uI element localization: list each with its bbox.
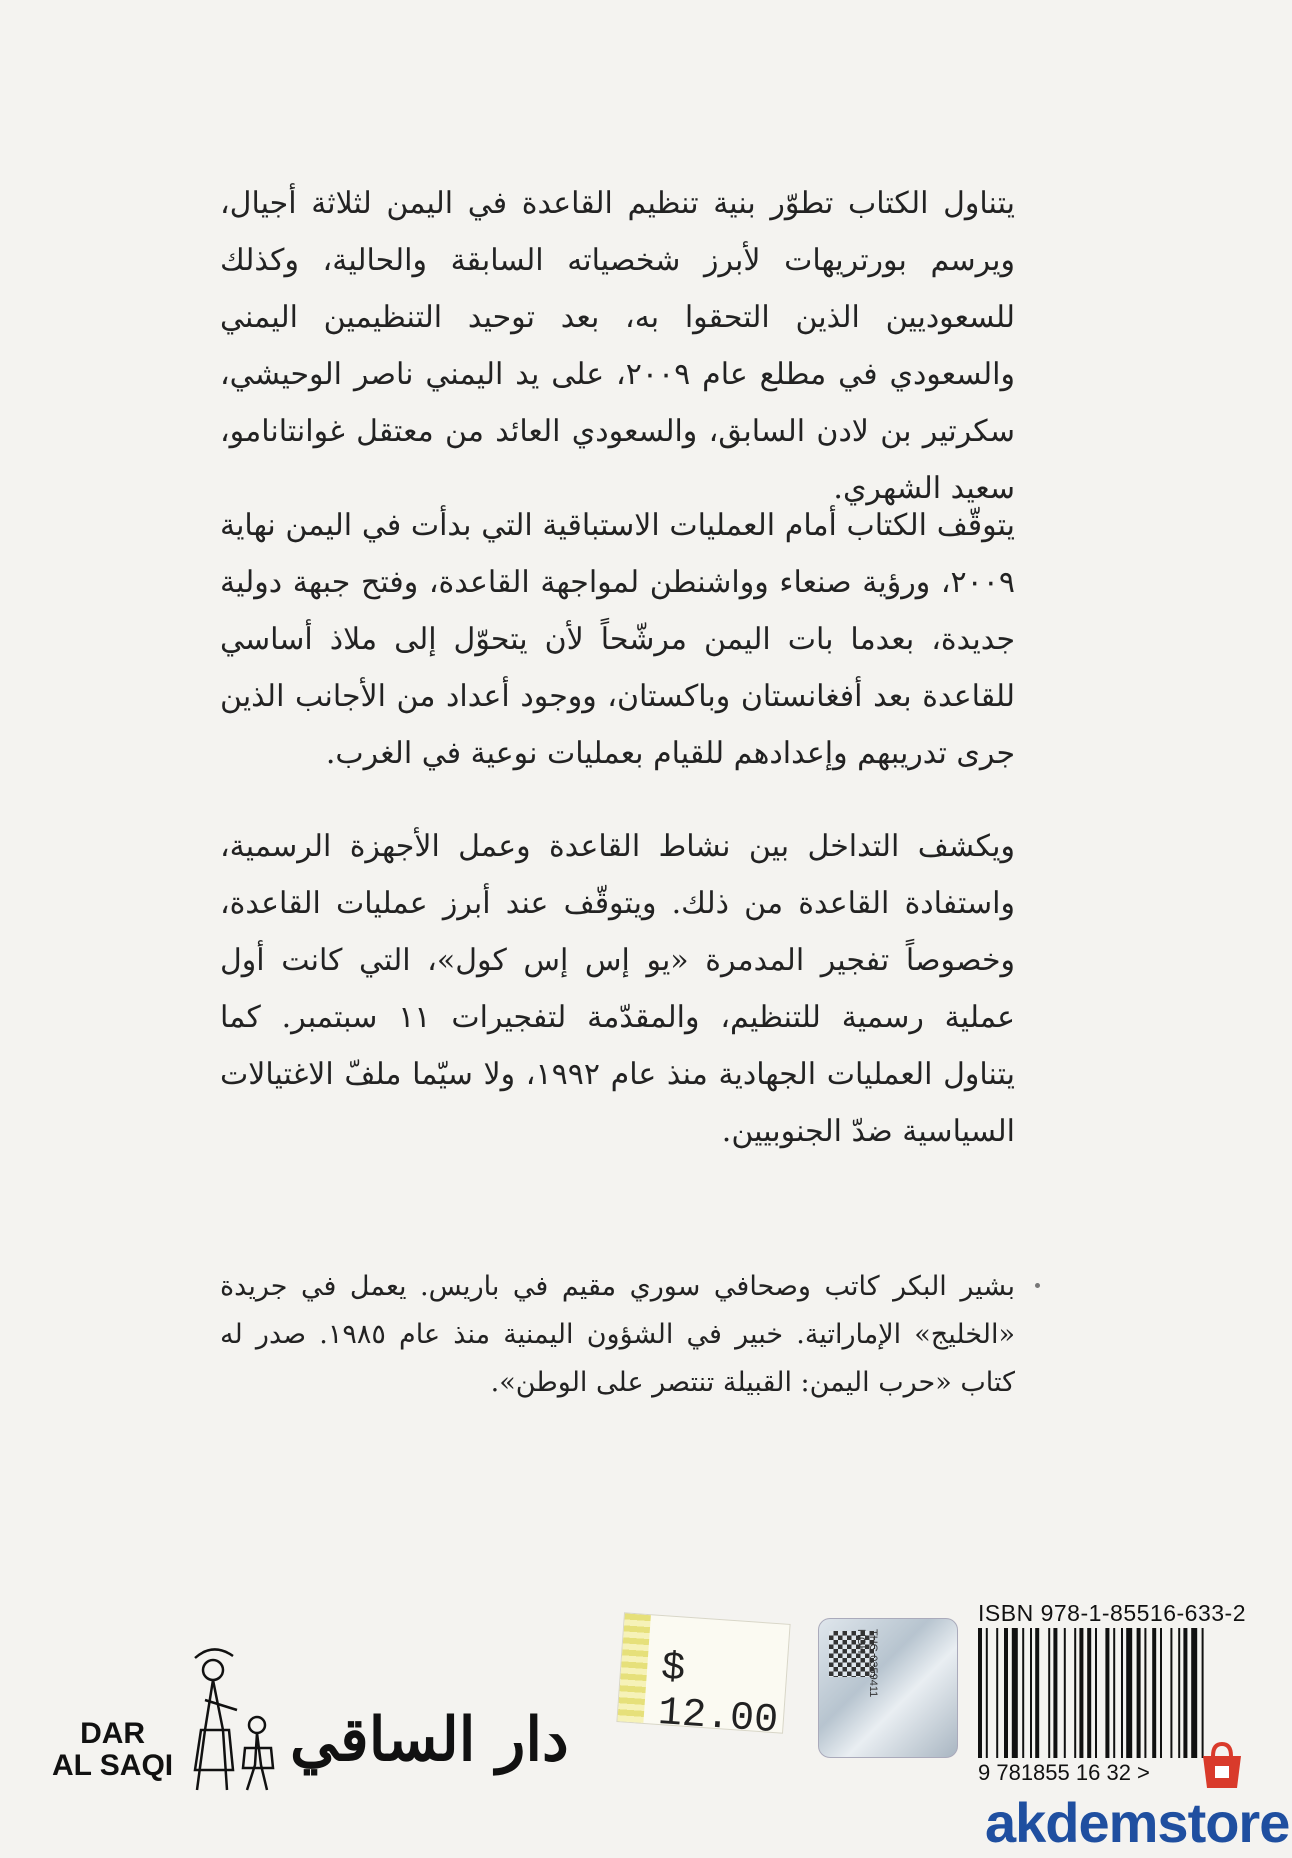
barcode-digits: 9 781855 16 32 > (978, 1760, 1150, 1785)
paragraph-text: يتوقّف الكتاب أمام العمليات الاستباقية التي بدأت في اليمن نهاية ٢٠٠٩، ورؤية صنعاء وواشنطن لمواجهة القاعدة، وفتح جبهة دولية جديدة، بعدما بات اليمن مرشّحاً لأن يتحوّل إلى ملاذ أساسي للقاعدة بعد أفغانستان وباكستان، ووجود أعداد من الأجانب الذين جرى تدريبهم وإعدادهم للقيام بعمليات نوعية في الغرب. (220, 508, 1015, 771)
isbn-label: ISBN 978-1-85516-633-2 (978, 1600, 1246, 1626)
publisher-name-arabic: دار الساقي (290, 1705, 569, 1775)
hologram-sticker (818, 1618, 958, 1758)
publisher-latin-line-1: DAR (80, 1717, 146, 1750)
author-bio-text: بشير البكر كاتب وصحافي سوري مقيم في باريس. يعمل في جريدة «الخليج» الإماراتية. خبير في الشؤون اليمنية منذ عام ١٩٨٥. صدر له كتاب «حرب اليمن: القبيلة تنتصر على الوطن». (220, 1271, 1016, 1398)
description-paragraph-1 (220, 175, 1015, 517)
price-label: $ 12.00 (656, 1646, 780, 1745)
description-paragraph-3 (220, 818, 1015, 1160)
paragraph-text: ويكشف التداخل بين نشاط القاعدة وعمل الأجهزة الرسمية، واستفادة القاعدة من ذلك. ويتوقّف عند أبرز عمليات القاعدة، وخصوصاً تفجير المدمرة «يو إس إس كول»، التي كانت أول عملية رسمية للتنظيم، والمقدّمة لتفجيرات ١١ سبتمبر. كما يتناول العمليات الجهادية منذ عام ١٩٩٢، ولا سيّما ملفّ الاغتيالات السياسية ضدّ الجنوبيين. (220, 829, 1015, 1149)
price-sticker-stripe (617, 1613, 650, 1723)
paragraph-text: يتناول الكتاب تطوّر بنية تنظيم القاعدة في اليمن لثلاثة أجيال، ويرسم بورتريهات لأبرز شخصياته السابقة والحالية، وكذلك للسعوديين الذين التحقوا به، بعد توحيد التنظيمين اليمني والسعودي في مطلع عام ٢٠٠٩، على يد اليمني ناصر الوحيشي، سكرتير بن لادن السابق، والسعودي العائد من معتقل غوانتانامو، سعيد الشهري. (220, 186, 1015, 506)
publisher-logo-figure-icon (175, 1640, 295, 1800)
publisher-name-latin (52, 1718, 173, 1782)
shopping-bag-icon (1195, 1738, 1249, 1792)
bullet-dot (1035, 1283, 1040, 1288)
store-watermark: akdemstore (985, 1791, 1290, 1854)
publisher-latin-line-2: AL SAQI (52, 1749, 174, 1782)
sticker-code: THG 0359411 HGH (855, 1629, 879, 1698)
price-sticker (616, 1612, 790, 1745)
author-bio (220, 1263, 1015, 1407)
description-paragraph-2 (220, 497, 1015, 782)
